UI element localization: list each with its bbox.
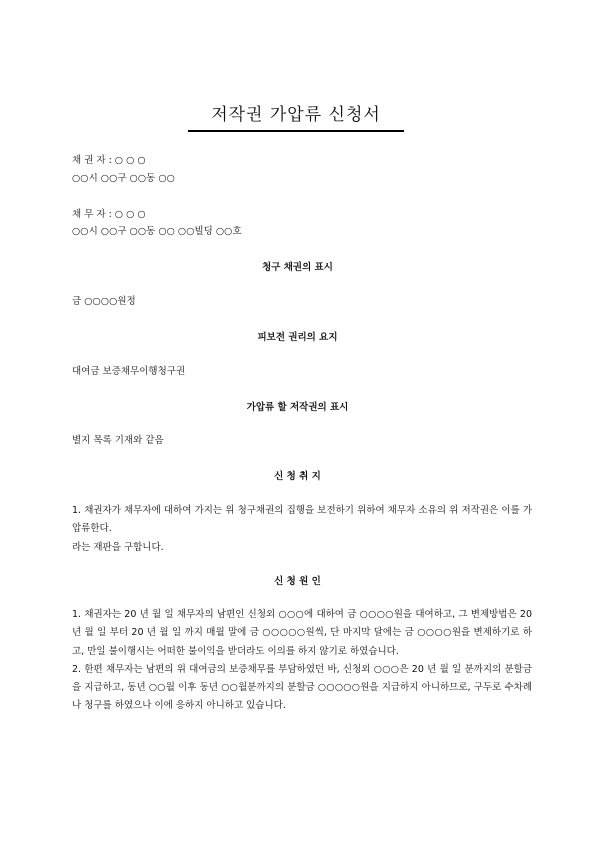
cause-heading: 신 청 원 인 <box>274 576 321 587</box>
purpose-paragraph-1: 1. 채권자가 채무자에 대하여 가지는 위 청구채권의 집행을 보전하기 위하여 채무자 소유의 위 저작권은 이를 가압류한다. <box>72 505 532 535</box>
document-title: 저작권 가압류 신청서 <box>188 100 404 132</box>
purpose-heading: 신 청 취 지 <box>274 471 321 482</box>
copyright-heading: 가압류 할 저작권의 표시 <box>246 402 349 413</box>
preserved-right-heading: 피보전 권리의 요지 <box>257 332 338 343</box>
purpose-paragraph-2: 라는 재판을 구합니다. <box>72 541 164 553</box>
cause-paragraph-1: 1. 채권자는 20 년 월 일 채무자의 남편인 신청외 ○○○에 대하여 금 ○○○○원을 대여하고, 그 변제방법은 20 년 월 일 부터 20 년 월 일 까지 매월 말에 금 ○○○○○원씩, 단 마지막 달에는 금 ○○○○원을 변제하기로 하고, 만일 불이행시는 어떠한 불이익을 받더라도 이의를 하지 않기로 하였습니다. <box>72 609 532 657</box>
creditor-line: 채 권 자 : ○ ○ ○ <box>72 155 146 166</box>
debtor-line: 채 무 자 : ○ ○ ○ <box>72 209 146 220</box>
debtor-address: ○○시 ○○구 ○○동 ○○ ○○빌딩 ○○호 <box>72 226 242 237</box>
purpose-body <box>72 502 532 557</box>
claim-heading: 청구 채권의 표시 <box>262 262 333 273</box>
cause-paragraph-2: 2. 한편 채무자는 남편의 위 대여금의 보증채무를 부담하였던 바, 신청외 ○○○은 20 년 월 일 분까지의 분할금을 지급하고, 동년 ○○월 이후 동년 ○○월분까지의 분할금 ○○○○○원을 지급하지 아니하므로, 구두로 수차례나 청구를 하였으나 이에 응하지 아니하고 있습니다. <box>72 663 532 712</box>
copyright-body: 별지 목록 기재와 같음 <box>72 435 164 446</box>
creditor-address: ○○시 ○○구 ○○동 ○○ <box>72 173 175 184</box>
preserved-right-body: 대여금 보증채무이행청구권 <box>72 366 186 377</box>
claim-body: 금 ○○○○원정 <box>72 296 136 307</box>
cause-body <box>72 606 532 716</box>
